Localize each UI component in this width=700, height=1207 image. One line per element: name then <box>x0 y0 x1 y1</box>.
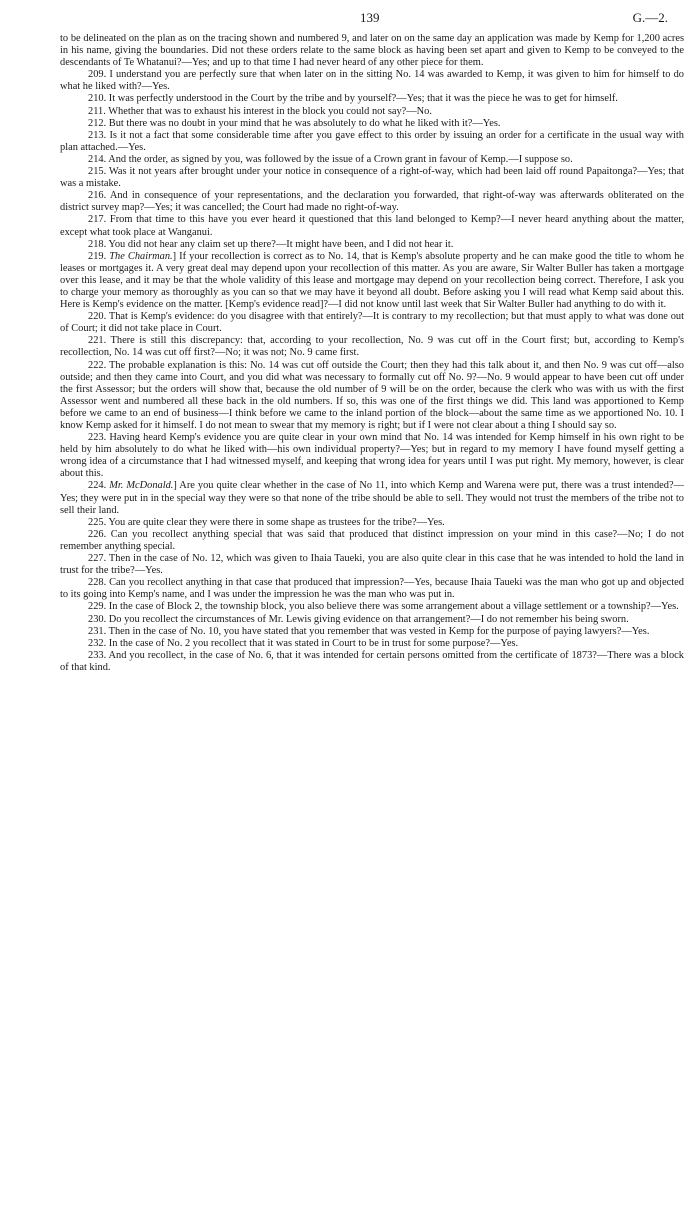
paragraph: 218. You did not hear any claim set up there?—It might have been, and I did not hear it. <box>88 238 454 250</box>
paragraph: 223. Having heard Kemp's evidence you are quite clear in your own mind that No. 14 was intended for Kemp himself in his own right to be held by him absolutely to do what he liked with—his own individual property?—Yes; but in regard to my memory I have found myself getting a wrong idea of a circumstance that I had witnessed myself, and keeping that wrong idea for years until I was put right. My memory, however, is clear about this. <box>60 432 684 480</box>
paragraph: 233. And you recollect, in the case of No. 6, that it was intended for certain persons omitted from the certificate of 1873?—There was a block of that kind. <box>60 649 684 673</box>
paragraph: 226. Can you recollect anything special that was said that produced that distinct impression on your mind in this case?—No; I do not remember anything special. <box>60 528 684 552</box>
paragraph: 232. In the case of No. 2 you recollect that it was stated in Court to be in trust for some purpose?—Yes. <box>88 637 519 649</box>
paragraph: 227. Then in the case of No. 12, which was given to Ihaia Taueki, you are also quite clear in this case that he was intended to hold the land in trust for the tribe?—Yes. <box>60 553 684 577</box>
paragraph: 220. That is Kemp's evidence: do you disagree with that entirely?—It is contrary to my recollection; but that must apply to what was done out of Court; it did not take place in Court. <box>60 311 684 335</box>
page-number: 139 <box>360 10 380 25</box>
paragraph: 216. And in consequence of your representations, and the declaration you forwarded, that right-of-way was afterwards obliterated on the district survey map?—Yes; it was cancelled; the Court had made no right-of-way. <box>60 190 684 214</box>
paragraph: 219. The Chairman.] If your recollection is correct as to No. 14, that is Kemp's absolute property and he can make good the title to whom he leases or mortgages it. A very great deal may depend upon your recollection of this matter. As you are aware, Sir Walter Buller has taken a mortgage over this lease, and it may be that the whole validity of this lease and mortgage may depend on your recollection being correct. Therefore, I ask you to charge your memory as thoroughly as you can so that we may have it beyond all doubt. Before asking you I will read what Kemp said about this. Here is Kemp's evidence on the matter. [Kemp's evidence read]?—I did not know until last week that Sir Walter Buller had anything to do with it. <box>60 250 685 311</box>
paragraph: 229. In the case of Block 2, the township block, you also believe there was some arrangement about a village settlement or a township?—Yes. <box>88 601 679 613</box>
paragraph: to be delineated on the plan as on the tracing shown and numbered 9, and later on on the same day an application was made by Kemp for 1,200 acres in his name, giving the boundaries. Did not these orders relate to the same block as having been set apart and given to Kemp to be conveyed to the descendants of Te Whatanui?—Yes; and up to that time I had never heard of any other piece for them. <box>60 33 684 69</box>
paragraph: 213. Is it not a fact that some considerable time after you gave effect to this order by issuing an order for a certificate in the usual way with plan attached.—Yes. <box>60 129 684 153</box>
paragraph: 222. The probable explanation is this: No. 14 was cut off outside the Court; then they had this talk about it, and then No. 9 was cut off—also outside; and then they came into Court, and you did what was necessary to formally cut off No. 9?—No. 9 would appear to have been cut off under the first Assessor; but the orders will show that, because the old number of 9 will be on the order, because the clerk who was with us with the first Assessor went and numbered all these back in the old numbers. If so, this was one of the first things we did. This land was apportioned to Kemp before we came to an end of business—I think before we came to the inland portion of the block—about the same time as we apportioned No. 10. I know Kemp asked for it himself. I do not mean to swear that my memory is right; but if I were not clear about a thing I should say so. <box>60 359 684 431</box>
paragraph: 215. Was it not years after brought under your notice in consequence of a right-of-way, which had been laid off round Papaitonga?—Yes; that was a mistake. <box>60 166 684 190</box>
paragraph: 214. And the order, as signed by you, was followed by the issue of a Crown grant in favour of Kemp.—I suppose so. <box>88 153 573 165</box>
paragraph: 221. There is still this discrepancy: that, according to your recollection, No. 9 was cut off in the Court first; but, according to Kemp's recollection, No. 14 was cut off first?—No; it was not; No. 9 came first. <box>60 335 684 359</box>
page-header <box>60 8 684 30</box>
paragraph: 210. It was perfectly understood in the Court by the tribe and by yourself?—Yes; that it was the piece he was to get for himself. <box>88 93 618 105</box>
paragraph: 217. From that time to this have you ever heard it questioned that this land belonged to Kemp?—I never heard anything about the matter, except what took place at Wanganui. <box>60 214 684 238</box>
paragraph: 211. Whether that was to exhaust his interest in the block you could not say?—No. <box>88 105 432 117</box>
body-text <box>60 33 684 674</box>
paragraph: 212. But there was no doubt in your mind that he was absolutely to do what he liked with it?—Yes. <box>88 117 501 129</box>
paragraph: 224. Mr. McDonald.] Are you quite clear whether in the case of No 11, into which Kemp and Warena were put, there was a trust intended?—Yes; they were put in in the special way they were so that none of the tribe should be able to sell. They would not trust the members of the tribe not to sell their land. <box>60 480 684 516</box>
document-code: G.—2. <box>632 10 668 25</box>
paragraph: 231. Then in the case of No. 10, you have stated that you remember that was vested in Kemp for the purpose of paying lawyers?—Yes. <box>88 625 650 637</box>
paragraph: 230. Do you recollect the circumstances of Mr. Lewis giving evidence on that arrangement?—I do not remember his being sworn. <box>88 613 629 625</box>
paragraph: 225. You are quite clear they were there in some shape as trustees for the tribe?—Yes. <box>88 516 445 528</box>
paragraph: 228. Can you recollect anything in that case that produced that impression?—Yes, because Ihaia Taueki was the man who got up and objected to its going into Kemp's name, and I was under the impression he was the man who was put in. <box>60 577 684 601</box>
paragraph: 209. I understand you are perfectly sure that when later on in the sitting No. 14 was awarded to Kemp, it was given to him for himself to do what he liked with?—Yes. <box>60 69 684 93</box>
